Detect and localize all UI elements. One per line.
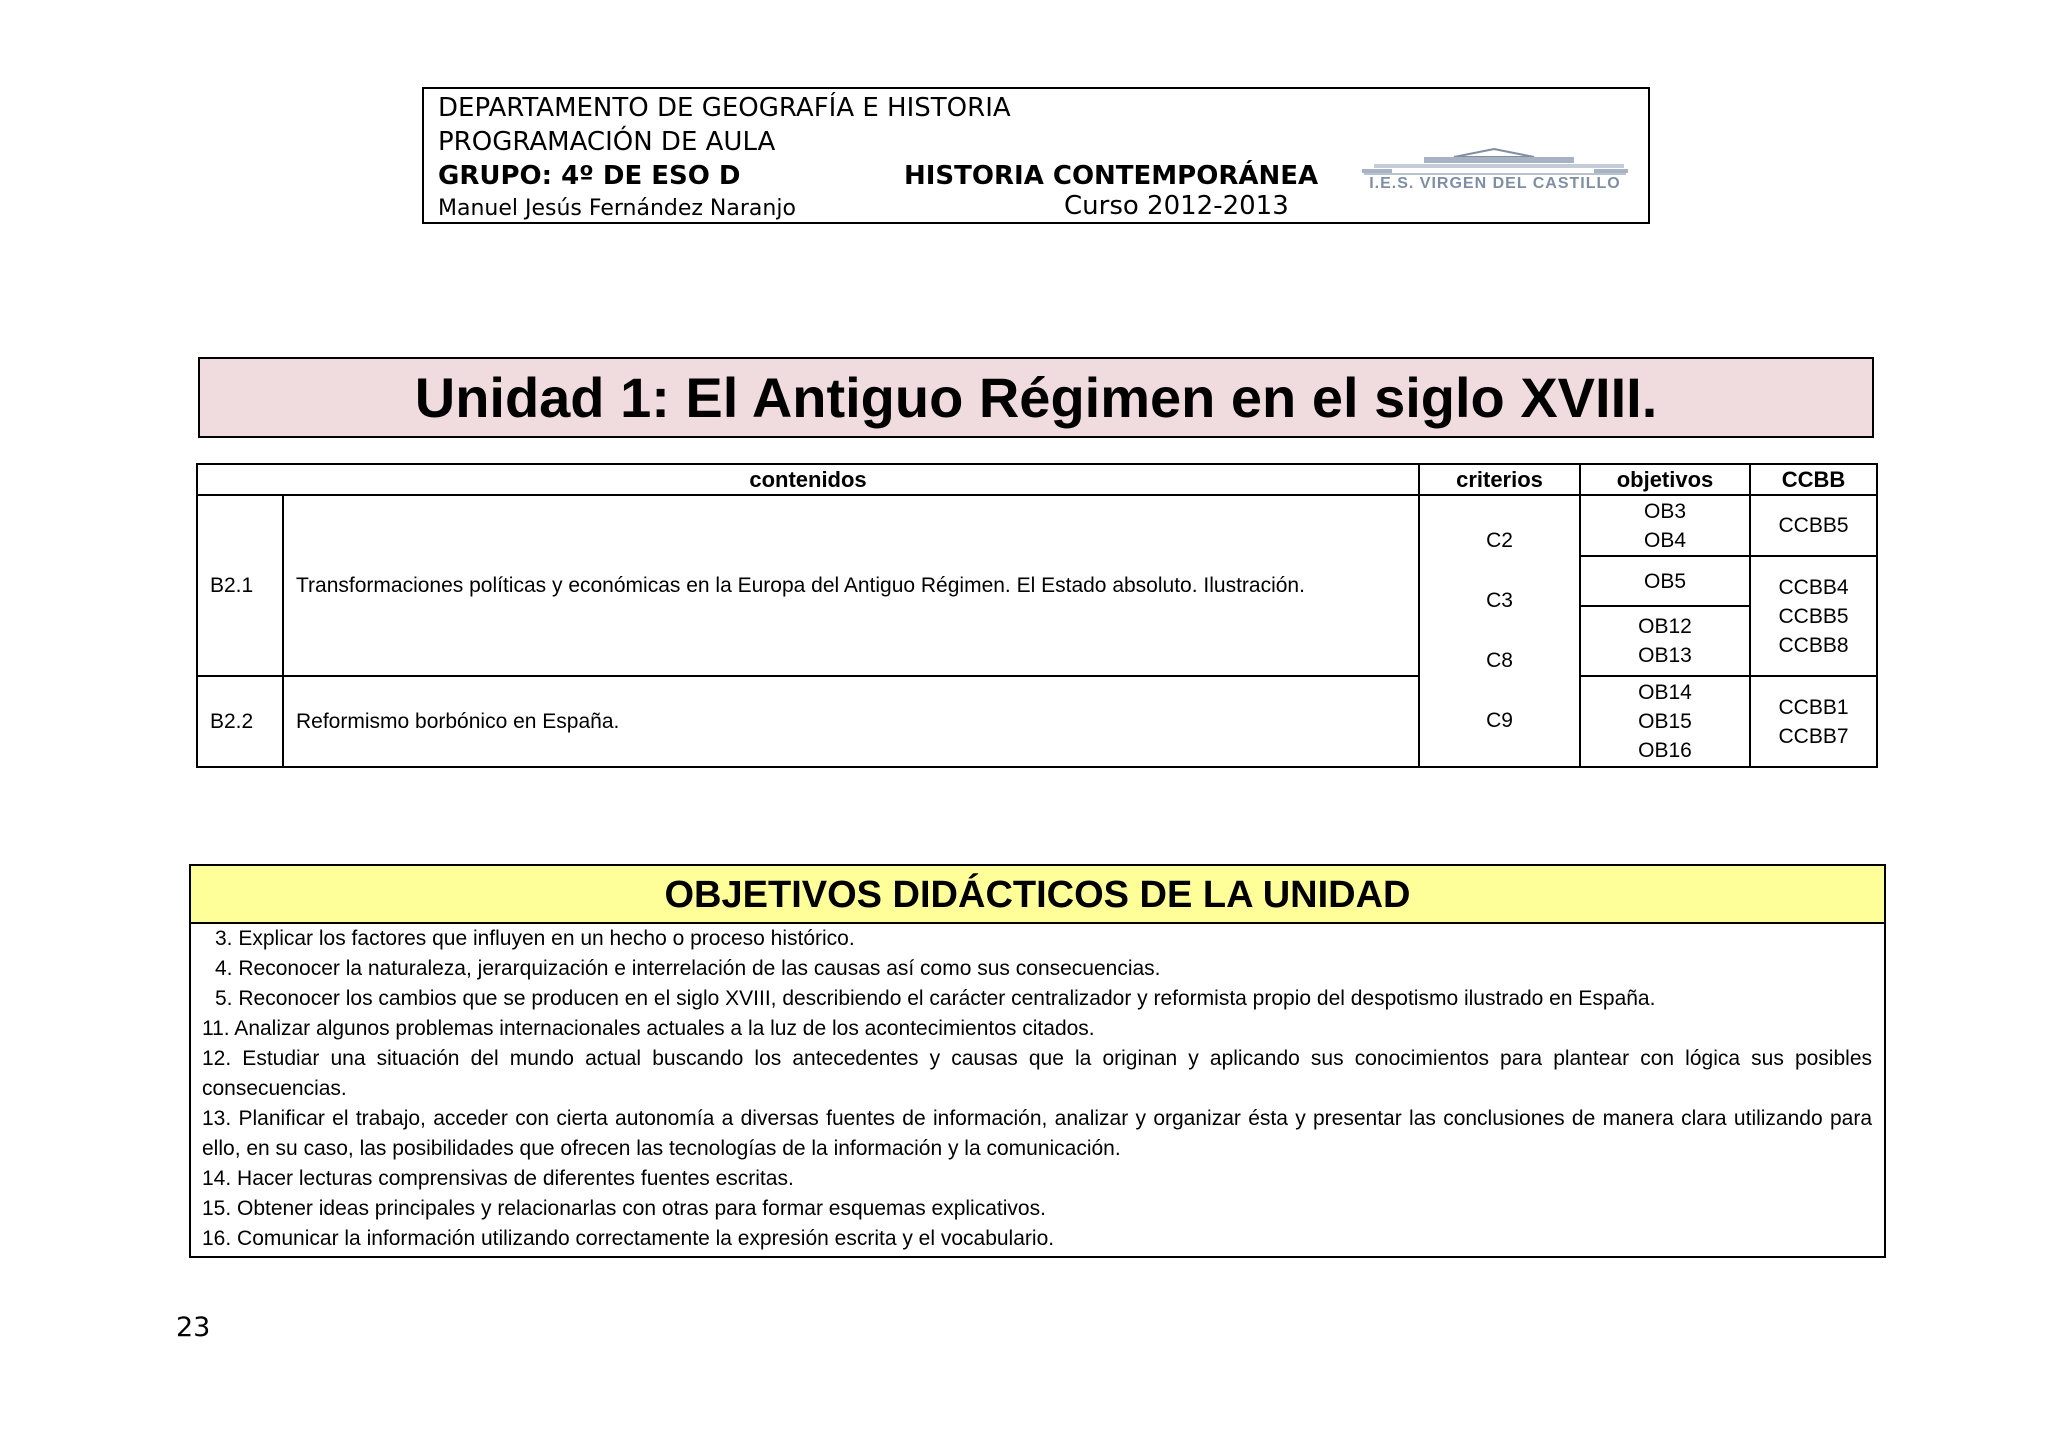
course-year: Curso 2012-2013 — [1064, 191, 1289, 221]
criterio: C8 — [1486, 649, 1513, 672]
objective-item: 3. Explicar los factores que influyen en un hecho o proceso histórico. — [215, 927, 855, 950]
school-building-icon — [1354, 147, 1636, 177]
objetivo: OB12 — [1638, 615, 1692, 638]
objetivo: OB15 — [1638, 710, 1692, 733]
objetivos-cell — [1580, 495, 1750, 556]
header-contenidos: contenidos — [197, 464, 1419, 495]
ccbb-item: CCBB5 — [1778, 604, 1849, 628]
objective-item: 12. Estudiar una situación del mundo actual buscando los antecedentes y causas que la originan y aplicando sus conocimientos para plantear con lógica sus posibles consecuencias. — [202, 1047, 1872, 1100]
objetivo: OB14 — [1638, 681, 1692, 704]
header-ccbb: CCBB — [1750, 464, 1877, 495]
criterio: C2 — [1486, 529, 1513, 552]
page-number: 23 — [176, 1312, 211, 1343]
ccbb-item: CCBB4 — [1778, 575, 1849, 599]
table-header-row — [197, 464, 1877, 495]
program-name: PROGRAMACIÓN DE AULA — [438, 127, 776, 157]
document-header — [422, 87, 1650, 224]
objectives-list — [191, 924, 1884, 1254]
objetivo: OB5 — [1643, 569, 1687, 593]
objective-item: 14. Hacer lecturas comprensivas de diferentes fuentes escritas. — [202, 1167, 794, 1190]
contents-table — [196, 463, 1878, 768]
objective-item: 4. Reconocer la naturaleza, jerarquización e interrelación de las causas así como sus consecuencias. — [215, 957, 1161, 980]
content-description: Reformismo borbónico en España. — [283, 676, 1419, 767]
ccbb-item: CCBB7 — [1778, 724, 1849, 748]
objetivos-cell — [1580, 676, 1750, 767]
criterios-cell — [1419, 495, 1580, 767]
criterio: C3 — [1486, 589, 1513, 612]
content-code: B2.1 — [197, 495, 283, 676]
objective-item: 15. Obtener ideas principales y relacionarlas con otras para formar esquemas explicativos. — [202, 1197, 1046, 1220]
header-objetivos: objetivos — [1580, 464, 1750, 495]
unit-title: Unidad 1: El Antiguo Régimen en el siglo XVIII. — [198, 357, 1874, 438]
objetivo: OB13 — [1638, 644, 1692, 667]
department-name: DEPARTAMENTO DE GEOGRAFÍA E HISTORIA — [438, 93, 1011, 123]
school-logo — [1354, 147, 1636, 199]
objective-item: 13. Planificar el trabajo, acceder con cierta autonomía a diversas fuentes de información, analizar y organizar ésta y presentar las conclusiones de manera clara utilizando para ello, en su caso, las posibilidades que ofrecen las tecnologías de la información y la comunicación. — [202, 1107, 1872, 1160]
content-code: B2.2 — [197, 676, 283, 767]
header-criterios: criterios — [1419, 464, 1580, 495]
teacher-name: Manuel Jesús Fernández Naranjo — [438, 196, 796, 221]
group-label: GRUPO: 4º DE ESO D — [438, 161, 741, 191]
objetivo: OB16 — [1638, 739, 1692, 762]
ccbb-cell — [1750, 495, 1877, 556]
objetivo: OB4 — [1643, 528, 1687, 552]
table-row — [197, 676, 1877, 767]
ccbb-cell — [1750, 556, 1877, 676]
ccbb-item: CCBB8 — [1778, 633, 1849, 657]
objetivo: OB3 — [1643, 499, 1687, 523]
subject-label: HISTORIA CONTEMPORÁNEA — [904, 161, 1319, 191]
objetivos-cell — [1580, 556, 1750, 606]
ccbb-item: CCBB5 — [1778, 514, 1849, 537]
objectives-box — [189, 864, 1886, 1258]
ccbb-cell — [1750, 676, 1877, 767]
criterio: C9 — [1486, 709, 1513, 732]
objective-item: 5. Reconocer los cambios que se producen en el siglo XVIII, describiendo el carácter centralizador y reformista propio del despotismo ilustrado en España. — [215, 987, 1656, 1010]
objective-item: 16. Comunicar la información utilizando correctamente la expresión escrita y el vocabulario. — [202, 1227, 1055, 1250]
table-row — [197, 495, 1877, 556]
content-description: Transformaciones políticas y económicas en la Europa del Antiguo Régimen. El Estado absoluto. Ilustración. — [283, 495, 1419, 676]
objective-item: 11. Analizar algunos problemas internacionales actuales a la luz de los acontecimientos citados. — [202, 1017, 1095, 1040]
objetivos-cell — [1580, 606, 1750, 676]
school-logo-text: I.E.S. VIRGEN DEL CASTILLO — [1369, 175, 1621, 192]
objectives-title: OBJETIVOS DIDÁCTICOS DE LA UNIDAD — [191, 866, 1884, 924]
ccbb-item: CCBB1 — [1778, 695, 1849, 719]
